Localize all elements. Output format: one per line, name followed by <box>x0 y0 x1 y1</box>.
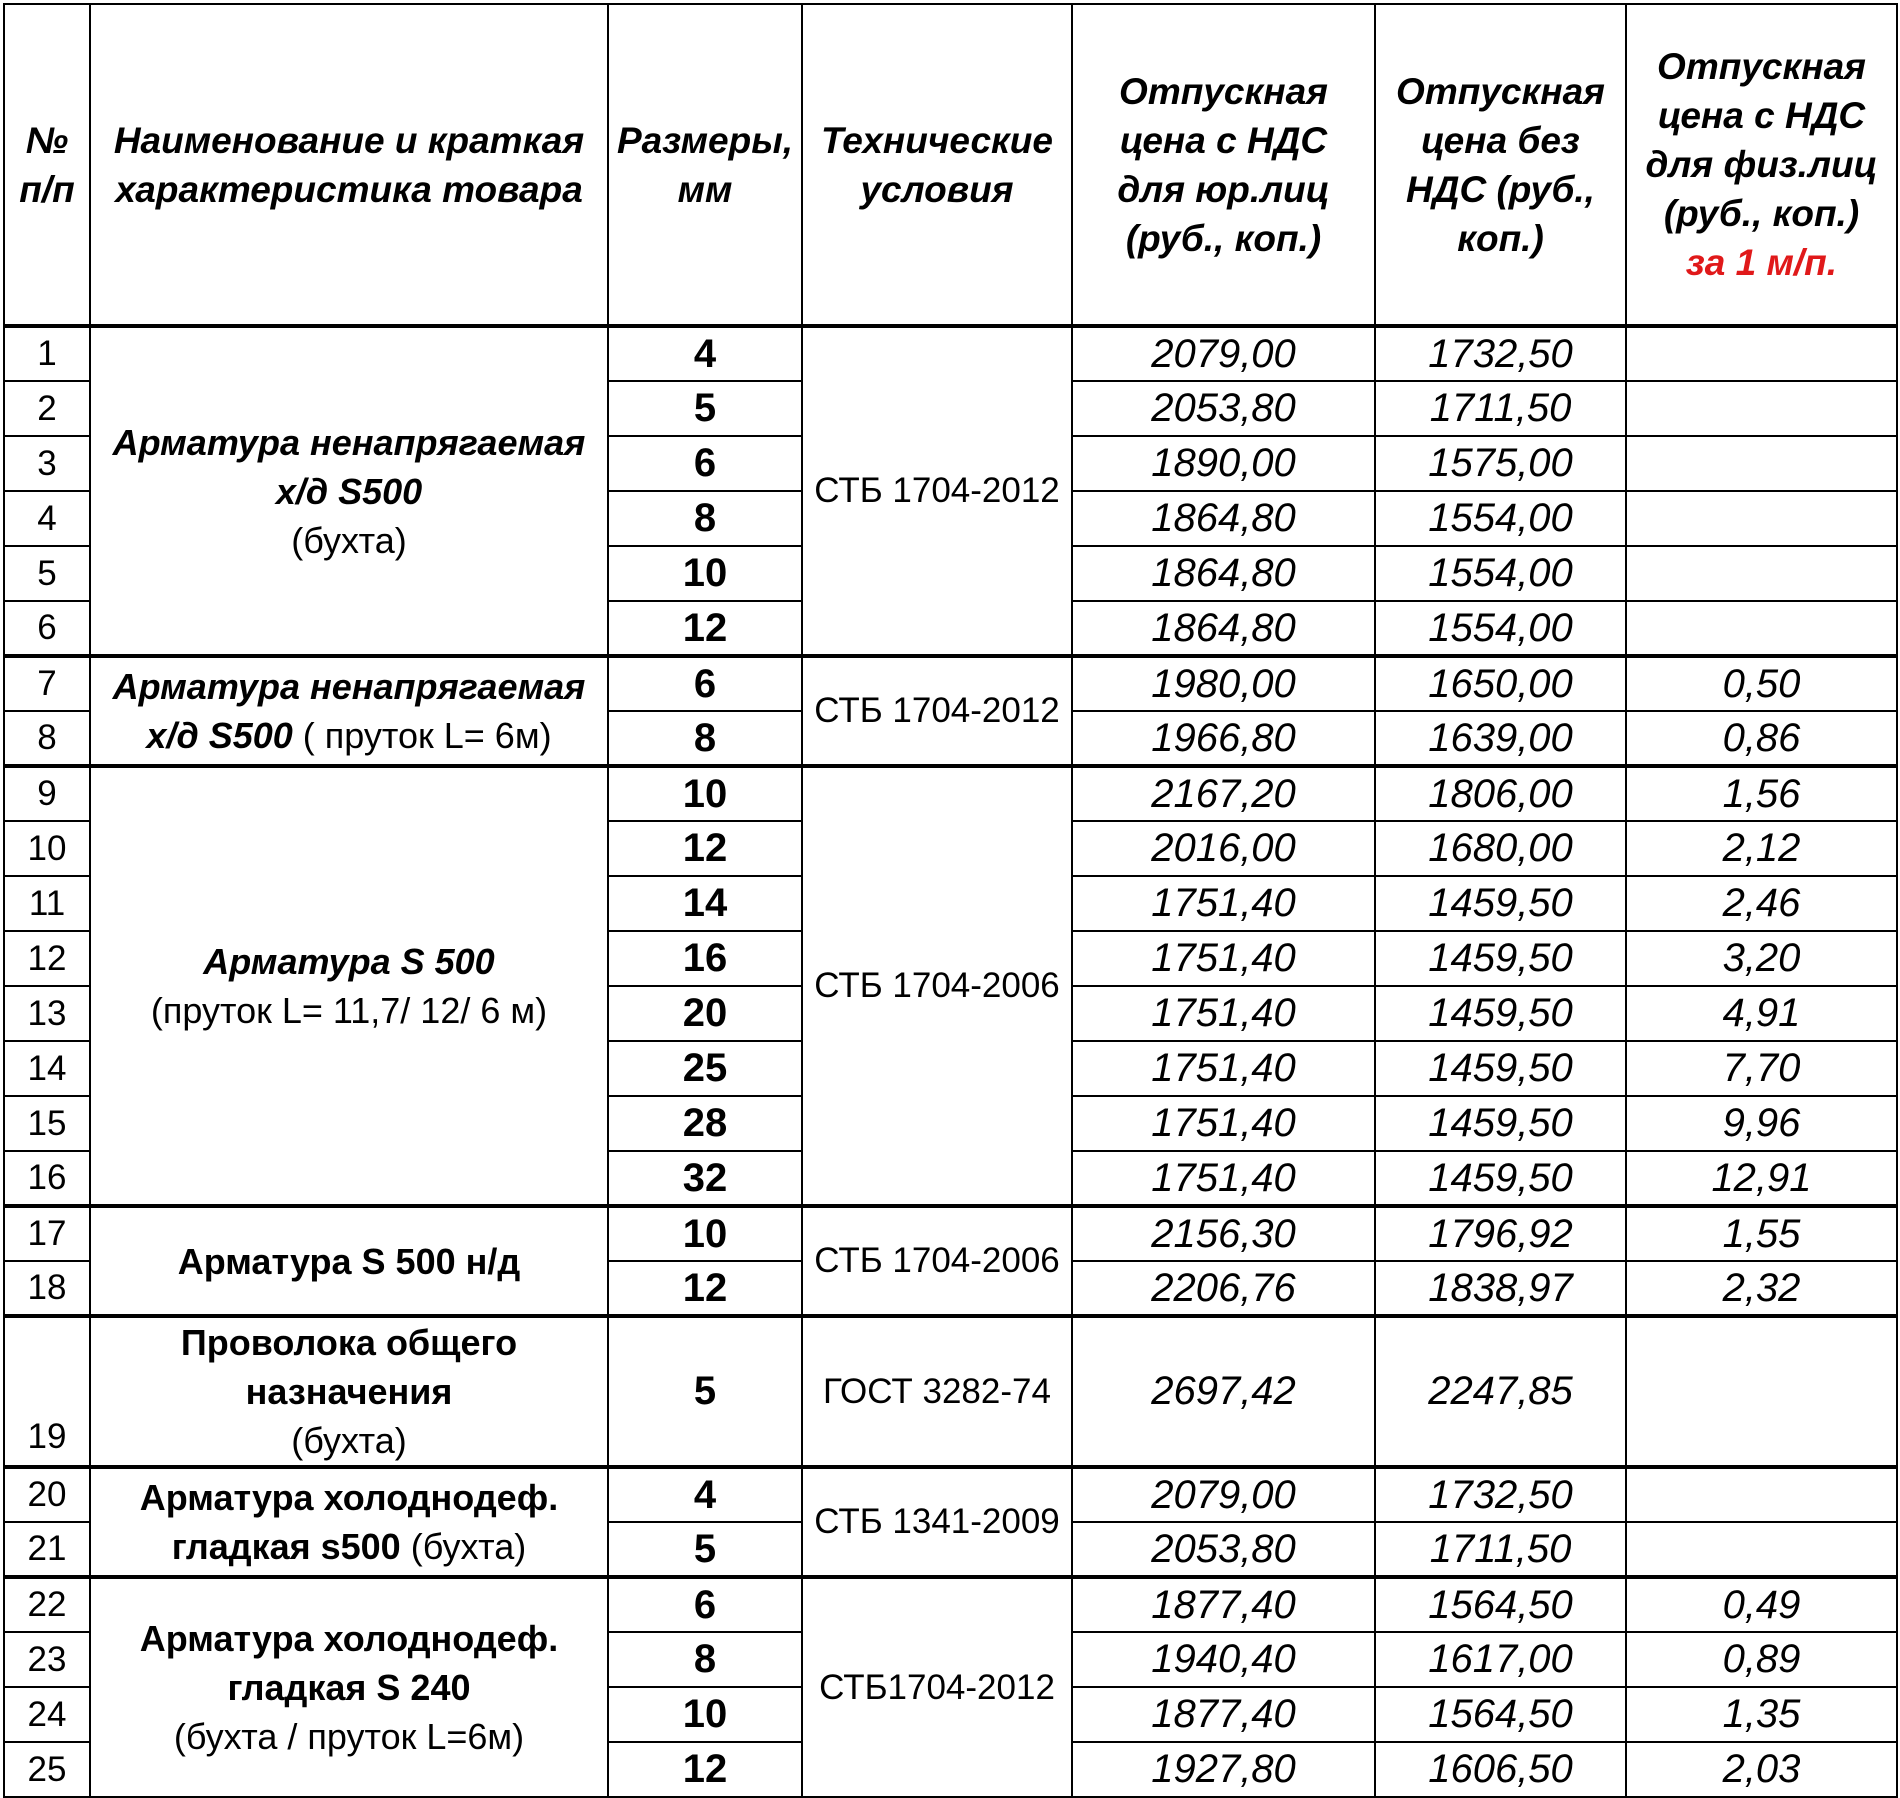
product-name <box>90 1206 608 1316</box>
price-no-vat: 1564,50 <box>1375 1687 1626 1742</box>
price-vat-phys <box>1626 491 1897 546</box>
row-number: 4 <box>4 491 90 546</box>
price-vat-legal: 1751,40 <box>1072 931 1375 986</box>
product-name <box>90 1316 608 1467</box>
row-number: 6 <box>4 601 90 656</box>
price-vat-phys <box>1626 1316 1897 1467</box>
table-row <box>4 766 1897 821</box>
size-cell: 6 <box>608 656 802 711</box>
price-no-vat: 1459,50 <box>1375 931 1626 986</box>
size-cell: 5 <box>608 1316 802 1467</box>
price-no-vat: 1459,50 <box>1375 1151 1626 1206</box>
tech-conditions: СТБ 1704-2006 <box>802 1206 1072 1316</box>
product-name-note: (бухта) <box>291 1420 407 1461</box>
row-number: 21 <box>4 1522 90 1577</box>
price-no-vat: 1564,50 <box>1375 1577 1626 1632</box>
price-vat-legal: 1966,80 <box>1072 711 1375 766</box>
product-name-note: (бухта) <box>291 519 407 561</box>
price-no-vat: 1711,50 <box>1375 381 1626 436</box>
product-name-main: Арматура холоднодеф. гладкая S 240 <box>139 1618 559 1708</box>
size-cell: 10 <box>608 546 802 601</box>
size-cell: 10 <box>608 1687 802 1742</box>
price-vat-phys: 1,55 <box>1626 1206 1897 1261</box>
row-number: 18 <box>4 1261 90 1316</box>
row-number: 13 <box>4 986 90 1041</box>
header-price-vat-phys <box>1626 4 1897 326</box>
price-no-vat: 1732,50 <box>1375 1467 1626 1522</box>
table-row <box>4 1206 1897 1261</box>
size-cell: 28 <box>608 1096 802 1151</box>
price-no-vat: 1459,50 <box>1375 986 1626 1041</box>
size-cell: 20 <box>608 986 802 1041</box>
product-name-main: Арматура ненапрягаемая х/д S500 <box>112 666 586 756</box>
size-cell: 8 <box>608 711 802 766</box>
price-no-vat: 1711,50 <box>1375 1522 1626 1577</box>
table-row <box>4 1467 1897 1522</box>
price-vat-phys: 0,86 <box>1626 711 1897 766</box>
price-vat-phys <box>1626 601 1897 656</box>
price-vat-phys <box>1626 546 1897 601</box>
product-name-main: Арматура S 500 <box>203 941 495 982</box>
row-number: 24 <box>4 1687 90 1742</box>
price-vat-phys: 0,89 <box>1626 1632 1897 1687</box>
product-name-main: Арматура S 500 н/д <box>177 1240 521 1282</box>
price-vat-legal: 2016,00 <box>1072 821 1375 876</box>
price-vat-legal: 1751,40 <box>1072 1096 1375 1151</box>
row-number: 17 <box>4 1206 90 1261</box>
price-no-vat: 1806,00 <box>1375 766 1626 821</box>
price-vat-legal: 2053,80 <box>1072 1522 1375 1577</box>
tech-conditions: СТБ 1704-2006 <box>802 766 1072 1206</box>
product-name <box>90 1467 608 1577</box>
price-vat-phys <box>1626 1467 1897 1522</box>
price-vat-legal: 2697,42 <box>1072 1316 1375 1467</box>
price-vat-legal: 2053,80 <box>1072 381 1375 436</box>
price-vat-legal: 1877,40 <box>1072 1687 1375 1742</box>
product-name-main: Проволока общего назначения <box>180 1322 518 1412</box>
price-vat-legal: 1877,40 <box>1072 1577 1375 1632</box>
row-number: 5 <box>4 546 90 601</box>
size-cell: 14 <box>608 876 802 931</box>
header-price-vat-phys-unit: за 1 м/п. <box>1685 242 1838 283</box>
header-price-vat-legal: Отпускная цена с НДС для юр.лиц (руб., коп.) <box>1072 4 1375 326</box>
price-vat-legal: 2079,00 <box>1072 1467 1375 1522</box>
price-vat-phys: 12,91 <box>1626 1151 1897 1206</box>
price-no-vat: 1459,50 <box>1375 876 1626 931</box>
price-vat-legal: 2206,76 <box>1072 1261 1375 1316</box>
price-vat-legal: 2156,30 <box>1072 1206 1375 1261</box>
size-cell: 12 <box>608 1261 802 1316</box>
price-no-vat: 1554,00 <box>1375 491 1626 546</box>
size-cell: 12 <box>608 601 802 656</box>
row-number: 15 <box>4 1096 90 1151</box>
product-name-note: (бухта) <box>410 1526 527 1567</box>
size-cell: 8 <box>608 491 802 546</box>
row-number: 8 <box>4 711 90 766</box>
table-row <box>4 1316 1897 1467</box>
header-price-no-vat: Отпускная цена без НДС (руб., коп.) <box>1375 4 1626 326</box>
price-vat-legal: 1751,40 <box>1072 1151 1375 1206</box>
price-vat-phys: 7,70 <box>1626 1041 1897 1096</box>
tech-conditions: СТБ 1704-2012 <box>802 326 1072 656</box>
price-no-vat: 1680,00 <box>1375 821 1626 876</box>
table-row <box>4 326 1897 381</box>
price-vat-phys <box>1626 1522 1897 1577</box>
row-number: 20 <box>4 1467 90 1522</box>
price-vat-phys: 3,20 <box>1626 931 1897 986</box>
price-vat-legal: 1864,80 <box>1072 491 1375 546</box>
header-price-vat-phys-label: Отпускная цена с НДС для физ.лиц (руб., коп.) <box>1645 46 1878 234</box>
price-no-vat: 1838,97 <box>1375 1261 1626 1316</box>
size-cell: 32 <box>608 1151 802 1206</box>
row-number: 2 <box>4 381 90 436</box>
row-number: 19 <box>4 1316 90 1467</box>
row-number: 3 <box>4 436 90 491</box>
table-row <box>4 1577 1897 1632</box>
price-vat-phys: 4,91 <box>1626 986 1897 1041</box>
price-vat-phys: 0,49 <box>1626 1577 1897 1632</box>
price-no-vat: 1796,92 <box>1375 1206 1626 1261</box>
size-cell: 12 <box>608 821 802 876</box>
row-number: 14 <box>4 1041 90 1096</box>
price-no-vat: 1639,00 <box>1375 711 1626 766</box>
price-vat-legal: 1980,00 <box>1072 656 1375 711</box>
price-no-vat: 1459,50 <box>1375 1041 1626 1096</box>
price-vat-phys <box>1626 381 1897 436</box>
price-vat-phys: 0,50 <box>1626 656 1897 711</box>
size-cell: 10 <box>608 1206 802 1261</box>
header-tech-conditions: Технические условия <box>802 4 1072 326</box>
price-no-vat: 2247,85 <box>1375 1316 1626 1467</box>
table-body <box>4 326 1897 1797</box>
product-name-note: (бухта / пруток L=6м) <box>173 1716 525 1757</box>
tech-conditions: СТБ 1341-2009 <box>802 1467 1072 1577</box>
price-vat-phys: 2,03 <box>1626 1742 1897 1797</box>
table-row <box>4 656 1897 711</box>
price-no-vat: 1732,50 <box>1375 326 1626 381</box>
size-cell: 8 <box>608 1632 802 1687</box>
product-name-main: Арматура ненапрягаемая х/д S500 <box>112 421 586 512</box>
row-number: 25 <box>4 1742 90 1797</box>
header-row <box>4 4 1897 326</box>
row-number: 12 <box>4 931 90 986</box>
price-vat-legal: 1751,40 <box>1072 1041 1375 1096</box>
price-no-vat: 1554,00 <box>1375 546 1626 601</box>
product-name-note: (пруток L= 11,7/ 12/ 6 м) <box>150 990 548 1031</box>
price-no-vat: 1617,00 <box>1375 1632 1626 1687</box>
price-no-vat: 1650,00 <box>1375 656 1626 711</box>
size-cell: 6 <box>608 436 802 491</box>
row-number: 1 <box>4 326 90 381</box>
price-vat-phys: 2,46 <box>1626 876 1897 931</box>
row-number: 7 <box>4 656 90 711</box>
row-number: 10 <box>4 821 90 876</box>
size-cell: 4 <box>608 326 802 381</box>
price-vat-legal: 1864,80 <box>1072 601 1375 656</box>
price-vat-phys: 2,32 <box>1626 1261 1897 1316</box>
price-vat-legal: 1864,80 <box>1072 546 1375 601</box>
product-name <box>90 326 608 656</box>
row-number: 11 <box>4 876 90 931</box>
price-vat-phys <box>1626 326 1897 381</box>
size-cell: 5 <box>608 381 802 436</box>
price-vat-phys: 1,56 <box>1626 766 1897 821</box>
price-no-vat: 1459,50 <box>1375 1096 1626 1151</box>
price-vat-legal: 1940,40 <box>1072 1632 1375 1687</box>
size-cell: 12 <box>608 1742 802 1797</box>
price-no-vat: 1606,50 <box>1375 1742 1626 1797</box>
row-number: 16 <box>4 1151 90 1206</box>
price-no-vat: 1554,00 <box>1375 601 1626 656</box>
size-cell: 25 <box>608 1041 802 1096</box>
tech-conditions: СТБ1704-2012 <box>802 1577 1072 1797</box>
tech-conditions: СТБ 1704-2012 <box>802 656 1072 766</box>
price-table <box>3 3 1898 1798</box>
size-cell: 16 <box>608 931 802 986</box>
price-vat-legal: 1751,40 <box>1072 876 1375 931</box>
header-number: № п/п <box>4 4 90 326</box>
tech-conditions: ГОСТ 3282-74 <box>802 1316 1072 1467</box>
product-name-note: ( пруток L= 6м) <box>302 715 552 756</box>
price-vat-legal: 2167,20 <box>1072 766 1375 821</box>
price-vat-legal: 1751,40 <box>1072 986 1375 1041</box>
price-vat-phys: 2,12 <box>1626 821 1897 876</box>
row-number: 22 <box>4 1577 90 1632</box>
size-cell: 6 <box>608 1577 802 1632</box>
product-name-main: Арматура холоднодеф. гладкая s500 <box>139 1477 559 1567</box>
row-number: 23 <box>4 1632 90 1687</box>
header-size: Размеры, мм <box>608 4 802 326</box>
price-vat-phys <box>1626 436 1897 491</box>
product-name <box>90 1577 608 1797</box>
size-cell: 4 <box>608 1467 802 1522</box>
price-vat-legal: 1890,00 <box>1072 436 1375 491</box>
product-name <box>90 766 608 1206</box>
size-cell: 5 <box>608 1522 802 1577</box>
row-number: 9 <box>4 766 90 821</box>
price-vat-phys: 1,35 <box>1626 1687 1897 1742</box>
price-vat-legal: 1927,80 <box>1072 1742 1375 1797</box>
price-vat-phys: 9,96 <box>1626 1096 1897 1151</box>
size-cell: 10 <box>608 766 802 821</box>
price-no-vat: 1575,00 <box>1375 436 1626 491</box>
price-vat-legal: 2079,00 <box>1072 326 1375 381</box>
product-name <box>90 656 608 766</box>
header-name: Наименование и краткая характеристика товара <box>90 4 608 326</box>
